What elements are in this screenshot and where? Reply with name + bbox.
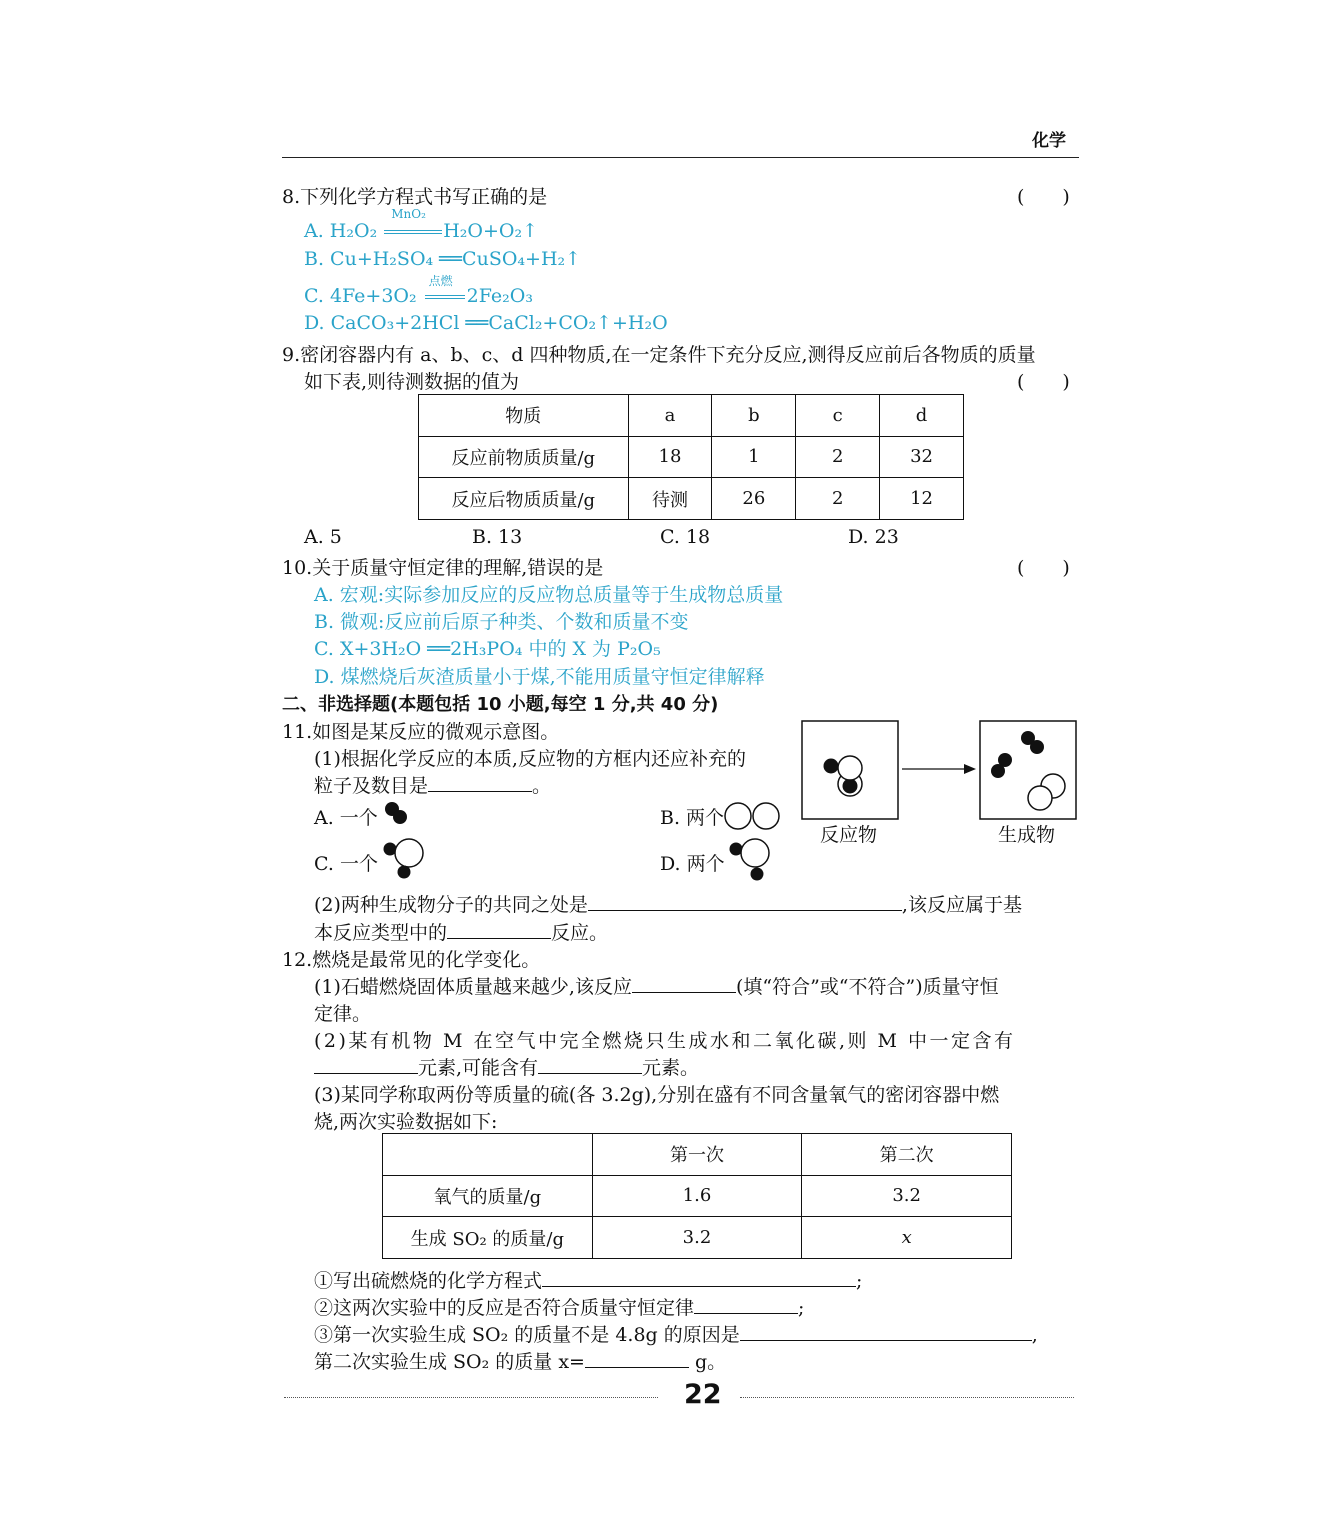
footer-dotted-rule-left: [284, 1397, 658, 1398]
table-cell: 32: [880, 436, 964, 478]
q11-part2-line2: [314, 918, 608, 945]
q12-sub1-end: ;: [856, 1270, 863, 1292]
q8-stem: 8.下列化学方程式书写正确的是: [282, 186, 548, 208]
q12-stem: 12.燃烧是最常见的化学变化。: [282, 949, 541, 971]
q11-option-a: A. 一个: [314, 807, 378, 829]
q9-stem-line2: 如下表,则待测数据的值为: [304, 371, 520, 393]
q8-c-condition: 点燃: [428, 274, 453, 288]
table-cell: 2: [796, 436, 880, 478]
q12-part1-text-2: (填“符合”或“不符合”)质量守恒: [735, 976, 999, 998]
q12-sub2-blank[interactable]: [694, 1295, 798, 1314]
q12-part3-line1: (3)某同学称取两份等质量的硫(各 3.2g),分别在盛有不同含量氧气的密闭容器中燃: [314, 1084, 1000, 1106]
q11-option-b: B. 两个: [660, 807, 725, 829]
q8-option-a: [304, 207, 539, 242]
q11-part2-blank-1[interactable]: [588, 892, 902, 911]
q9-data-table: [418, 394, 964, 520]
table-cell: 3.2: [592, 1217, 802, 1259]
table-cell: 3.2: [802, 1175, 1012, 1217]
reactant-large-atom: [838, 756, 862, 780]
table-cell: a: [628, 395, 712, 437]
q8-a-reactant: A. H₂O₂: [304, 220, 378, 242]
table-cell: 1: [712, 436, 796, 478]
q9-answer-paren: ( ): [1017, 371, 1070, 393]
table-row: [419, 395, 964, 437]
table-cell: b: [712, 395, 796, 437]
q12-sub3-text: ③第一次实验生成 SO₂ 的质量不是 4.8g 的原因是: [314, 1324, 740, 1346]
label-reactant: 反应物: [820, 824, 878, 846]
table-row: [383, 1134, 1012, 1176]
q11-part2-text-3: 本反应类型中的: [314, 922, 448, 944]
q9-option-d: D. 23: [848, 526, 899, 548]
table-cell: 26: [712, 478, 796, 520]
q12-sub1-text: ①写出硫燃烧的化学方程式: [314, 1270, 543, 1292]
q12-sub2-text: ②这两次实验中的反应是否符合质量守恒定律: [314, 1297, 695, 1319]
q12-part2-line2: [314, 1053, 699, 1080]
table-cell: [383, 1134, 593, 1176]
q12-sub2-end: ;: [798, 1297, 805, 1319]
q11-part2-text-2: ,该反应属于基: [901, 894, 1022, 916]
q12-part1-text: (1)石蜡燃烧固体质量越来越少,该反应: [314, 976, 632, 998]
table-cell: 第二次: [802, 1134, 1012, 1176]
table-row: [419, 436, 964, 478]
q12-sub4-blank[interactable]: [585, 1349, 689, 1368]
q10-option-b: B. 微观:反应前后原子种类、个数和质量不变: [314, 611, 689, 633]
q11-part1-end: 。: [532, 775, 552, 797]
header-rule: [282, 157, 1079, 158]
q11-option-d: D. 两个: [660, 853, 725, 875]
q12-data-table: [382, 1133, 1012, 1259]
q8-a-product: H₂O+O₂↑: [443, 220, 539, 242]
q11-part1-line1: (1)根据化学反应的本质,反应物的方框内还应补充的: [314, 748, 746, 770]
particle-a-icon: [382, 800, 414, 828]
table-cell: 生成 SO₂ 的质量/g: [383, 1217, 593, 1259]
q12-part1-blank[interactable]: [632, 974, 736, 993]
table-cell: 18: [628, 436, 712, 478]
particle-d-icon: [726, 835, 774, 885]
q9-stem-line1: 9.密闭容器内有 a、b、c、d 四种物质,在一定条件下充分反应,测得反应前后各物质的质量: [282, 344, 1036, 366]
q12-sub3: [314, 1320, 1038, 1347]
table-cell: 物质: [419, 395, 629, 437]
q11-part1-line2: [314, 771, 551, 798]
q12-sub1-blank[interactable]: [542, 1268, 856, 1287]
q8-answer-paren: ( ): [1017, 186, 1070, 208]
q8-a-condition: MnO₂: [391, 207, 426, 221]
table-cell: d: [880, 395, 964, 437]
q9-option-a: A. 5: [304, 526, 342, 548]
q12-part2-end: 元素。: [642, 1057, 700, 1079]
table-cell: 1.6: [592, 1175, 802, 1217]
q12-part1-line1: [314, 972, 999, 999]
table-cell: 氧气的质量/g: [383, 1175, 593, 1217]
q12-sub3-blank[interactable]: [740, 1322, 1032, 1341]
section-2-title: 二、非选择题(本题包括 10 小题,每空 1 分,共 40 分): [282, 694, 719, 715]
q11-part2-blank-2[interactable]: [447, 920, 551, 939]
q12-sub4-end: g。: [688, 1351, 727, 1373]
q8-option-c: [304, 274, 533, 307]
footer-dotted-rule-right: [740, 1397, 1074, 1398]
page-number: 22: [684, 1379, 722, 1410]
q12-sub3-end: ,: [1031, 1324, 1038, 1346]
q8-a-equal-sign: [384, 230, 442, 234]
table-cell: x: [802, 1217, 1012, 1259]
q11-part1-blank[interactable]: [428, 773, 532, 792]
table-row: [419, 478, 964, 520]
q8-c-product: 2Fe₂O₃: [466, 285, 533, 307]
q12-part1-line2: 定律。: [314, 1003, 372, 1025]
q8-option-b: B. Cu+H₂SO₄ ══CuSO₄+H₂↑: [304, 248, 582, 270]
particle-c-icon: [380, 835, 428, 885]
q12-sub1: [314, 1266, 862, 1293]
particle-b-icon: [723, 800, 783, 832]
q11-part2-line1: [314, 890, 1022, 917]
q8-c-reactant: C. 4Fe+3O₂: [304, 285, 417, 307]
q12-part2-text: 元素,可能含有: [418, 1057, 539, 1079]
q10-option-a: A. 宏观:实际参加反应的反应物总质量等于生成物总质量: [314, 584, 784, 606]
q12-part3-line2: 烧,两次实验数据如下:: [314, 1111, 498, 1133]
arrow-head-icon: [964, 764, 976, 774]
table-cell: 2: [796, 478, 880, 520]
q12-part2-blank-1[interactable]: [314, 1055, 418, 1074]
q12-part2-blank-2[interactable]: [538, 1055, 642, 1074]
subject-header: 化学: [1032, 131, 1066, 151]
q10-option-c: C. X+3H₂O ══2H₃PO₄ 中的 X 为 P₂O₅: [314, 638, 661, 660]
table-cell: 12: [880, 478, 964, 520]
q11-part1-text: 粒子及数目是: [314, 775, 429, 797]
table-cell: 第一次: [592, 1134, 802, 1176]
product-atom: [991, 764, 1005, 778]
q12-part2-line1: (2)某有机物 M 在空气中完全燃烧只生成水和二氧化碳,则 M 中一定含有: [314, 1030, 1016, 1052]
q10-answer-paren: ( ): [1017, 557, 1070, 579]
table-cell: 待测: [628, 478, 712, 520]
q12-sub4-text: 第二次实验生成 SO₂ 的质量 x=: [314, 1351, 585, 1373]
q11-stem: 11.如图是某反应的微观示意图。: [282, 721, 560, 743]
label-product: 生成物: [998, 824, 1056, 846]
q12-sub2: [314, 1293, 804, 1320]
q9-option-c: C. 18: [660, 526, 711, 548]
q9-option-b: B. 13: [472, 526, 523, 548]
table-row: [383, 1217, 1012, 1259]
q11-part2-end: 反应。: [551, 922, 609, 944]
table-cell: 反应前物质质量/g: [419, 436, 629, 478]
table-cell: 反应后物质质量/g: [419, 478, 629, 520]
product-large-atom: [1028, 786, 1052, 810]
q11-option-c: C. 一个: [314, 853, 378, 875]
q10-stem: 10.关于质量守恒定律的理解,错误的是: [282, 557, 604, 579]
q12-sub4: [314, 1347, 726, 1374]
q11-part2-text: (2)两种生成物分子的共同之处是: [314, 894, 588, 916]
product-atom: [1030, 740, 1044, 754]
reactant-small-atom: [824, 759, 839, 774]
q10-option-d: D. 煤燃烧后灰渣质量小于煤,不能用质量守恒定律解释: [314, 666, 765, 688]
table-row: [383, 1175, 1012, 1217]
q8-option-d: D. CaCO₃+2HCl ══CaCl₂+CO₂↑+H₂O: [304, 312, 668, 334]
q8-c-equal-sign: [425, 295, 465, 299]
table-cell: c: [796, 395, 880, 437]
